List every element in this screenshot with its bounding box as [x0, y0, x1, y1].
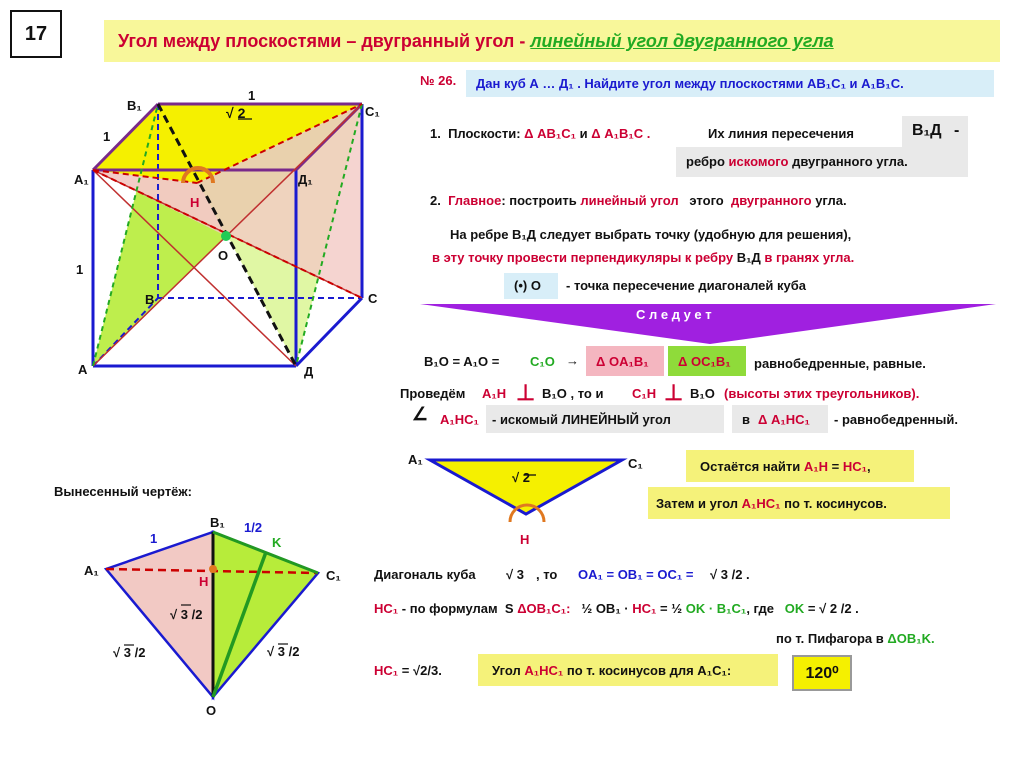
kite-K: K [272, 535, 282, 550]
step1-num: 1. [430, 126, 441, 141]
label-C1: C₁ [365, 104, 380, 119]
heights-b1o2: B₁O [690, 386, 715, 401]
label-D1: Д₁ [298, 172, 313, 187]
perp-2: ⊥ [664, 380, 684, 405]
small-tri-A1: A₁ [408, 452, 423, 467]
cube-figure [60, 80, 400, 390]
pyth-tri: ΔOB₁K. [887, 631, 935, 646]
eq-text: равнобедренные, равные. [754, 356, 926, 371]
kite-half: 1/2 [244, 520, 263, 535]
final-ang: A₁HC₁ [524, 663, 564, 678]
page-title [118, 31, 834, 52]
hc-half: ½ OB₁ · [581, 601, 629, 616]
small-tri-H: H [520, 532, 530, 547]
diag-oa: OA₁ = OB₁ = OC₁ = [578, 567, 694, 582]
step1-intersection: Их линия пересечения [708, 126, 854, 141]
kite-C1: C₁ [326, 568, 341, 583]
step2-num: 2. [430, 193, 441, 208]
label-edge-left-top: 1 [103, 129, 111, 144]
then-a: Затем и угол [656, 496, 738, 511]
hc-ok: OK · B₁C₁ [685, 601, 747, 616]
small-tri-sqrt2: √ 2 [512, 470, 530, 485]
kite-O: O [206, 703, 217, 718]
pyth-text: по т. Пифагора в [776, 631, 884, 646]
eq-arrow: → [566, 353, 579, 368]
find-eq: = [831, 459, 840, 474]
final-text-b: по т. косинусов для A₁C₁: [566, 663, 732, 678]
label-edge-left: 1 [76, 262, 84, 277]
kite-H: H [199, 574, 209, 589]
angle-text: - искомый ЛИНЕЙНЫЙ угол [492, 412, 671, 427]
final-hc1: HC₁ [374, 663, 399, 678]
slide-number: 17 [24, 22, 48, 45]
kite-one: 1 [150, 531, 158, 546]
hc-eq: = ½ [660, 601, 683, 616]
edge-desc [686, 154, 908, 169]
diag-a: Диагональ куба [374, 567, 476, 582]
find-a: Остаётся найти [700, 459, 801, 474]
label-C: C [368, 291, 378, 306]
label-B: B [145, 292, 155, 307]
hc-s: S [504, 601, 514, 616]
step2-l3a: в эту точку провести перпендикуляры к ребру [432, 250, 734, 265]
hc-val: √ 2 /2 . [819, 601, 859, 616]
problem-text-box [466, 70, 994, 97]
step2-l3c: в гранях угла. [764, 250, 855, 265]
arrow-label: С л е д у е т [636, 307, 712, 322]
problem-number: № 26. [420, 73, 457, 88]
label-edge-top: 1 [248, 88, 256, 103]
find-hc1: HC₁ [842, 459, 868, 474]
label-A: A [78, 362, 88, 377]
edge-dash: - [954, 122, 960, 139]
heights-a: Проведём [400, 386, 466, 401]
label-O: O [218, 248, 229, 263]
small-tri-C1: C₁ [628, 456, 643, 471]
kite-s3a: √ 3 /2 [170, 607, 203, 622]
then-text [656, 496, 887, 511]
label-H: H [190, 195, 200, 210]
label-B1: B₁ [127, 98, 142, 113]
edge-desc-c: двугранного угла. [792, 154, 908, 169]
label-D: Д [304, 364, 314, 379]
eq-b1o: B₁O = A₁O = [424, 354, 500, 369]
step2-line2: На ребре B₁Д следует выбрать точку (удобную для решения), [450, 227, 852, 242]
perp-1: ⊥ [516, 380, 536, 405]
kite-figure [90, 510, 350, 710]
step2-of: этого [689, 193, 724, 208]
step1-t1: Δ AB₁C₁ [524, 126, 577, 141]
problem-text: Дан куб А … Д₁ . Найдите угол между плоскостями AB₁C₁ и A₁B₁C. [476, 76, 904, 91]
then-ang: A₁HC₁ [741, 496, 781, 511]
label-sqrt2: √ 2 [226, 105, 246, 121]
hc-tri: ΔOB₁C₁: [517, 601, 571, 616]
edge-desc-b: искомого [728, 154, 789, 169]
diag-s32: √ 3 /2 . [710, 567, 750, 582]
label-A1: A₁ [74, 172, 89, 187]
title-part1: Угол между плоскостями – двугранный угол - [118, 31, 531, 51]
step1-and: и [579, 126, 588, 141]
final-text [492, 663, 731, 678]
step2-main: Главное [448, 193, 502, 208]
small-triangle [420, 450, 640, 540]
find-text [700, 459, 871, 474]
step2-lin: линейный угол [580, 193, 679, 208]
step2-dvugr: двугранного [730, 193, 812, 208]
kite-s3b: √ 3 /2 [113, 645, 146, 660]
heights-b1o: B₁O , то и [542, 386, 604, 401]
final-text-a: Угол [492, 663, 521, 678]
step2-l3b: B₁Д [736, 250, 761, 265]
edge-desc-a: ребро [686, 154, 725, 169]
hc-where: , где [746, 601, 774, 616]
eq-c1o: C₁O [530, 354, 555, 369]
answer-box [792, 655, 852, 691]
pyth [776, 631, 935, 646]
hc-hc: HC₁ [632, 601, 657, 616]
hc-a: - по формулам [401, 601, 498, 616]
heights-a1h: A₁H [482, 386, 507, 401]
angle-sym: ∠ [412, 404, 429, 424]
kite-B1: B₁ [210, 515, 225, 530]
kite-A1: A₁ [84, 563, 99, 578]
hc-ok2: OK [784, 601, 805, 616]
point-o-label: (•) О [514, 278, 541, 293]
angle-a1hc1: A₁HC₁ [440, 412, 479, 427]
hc-formula [374, 601, 859, 616]
title-part2: линейный угол двугранного угла [530, 31, 834, 51]
final-eq: = √2/3. [401, 663, 442, 678]
diag-b: , то [536, 567, 558, 582]
step1-text1: Плоскости: [448, 126, 521, 141]
tri2-label: Δ OC₁B₁ [678, 354, 731, 369]
outside-label: Вынесенный чертёж: [54, 484, 192, 499]
step2-angle: угла. [815, 193, 847, 208]
point-o-text: - точка пересечение диагоналей куба [566, 278, 806, 293]
heights-paren: (высоты этих треугольников). [724, 386, 920, 401]
hc-eq2: = [807, 601, 816, 616]
hc-hc1: HC₁ [374, 601, 399, 616]
answer: 120⁰ [805, 665, 839, 682]
step1-t2: Δ A₁B₁C . [591, 126, 651, 141]
diag-s3: √ 3 [506, 567, 524, 582]
find-comma: , [867, 459, 871, 474]
angle-tri: Δ A₁HC₁ [758, 412, 810, 427]
slide-number-box [10, 10, 62, 58]
step2-colon: : построить [501, 193, 577, 208]
tri1-label: Δ OA₁B₁ [596, 354, 649, 369]
edge-label: B₁Д [912, 122, 942, 139]
kite-s3c: √ 3 /2 [267, 644, 300, 659]
heights-c1h: C₁H [632, 386, 657, 401]
final-hc [374, 663, 442, 678]
then-b: по т. косинусов. [784, 496, 887, 511]
find-a1h: A₁H [803, 459, 829, 474]
step1-line1 [430, 126, 650, 141]
angle-rest: - равнобедренный. [834, 412, 958, 427]
step2-line1 [430, 193, 847, 208]
step2-line3 [432, 250, 854, 265]
angle-in: в [742, 412, 750, 427]
